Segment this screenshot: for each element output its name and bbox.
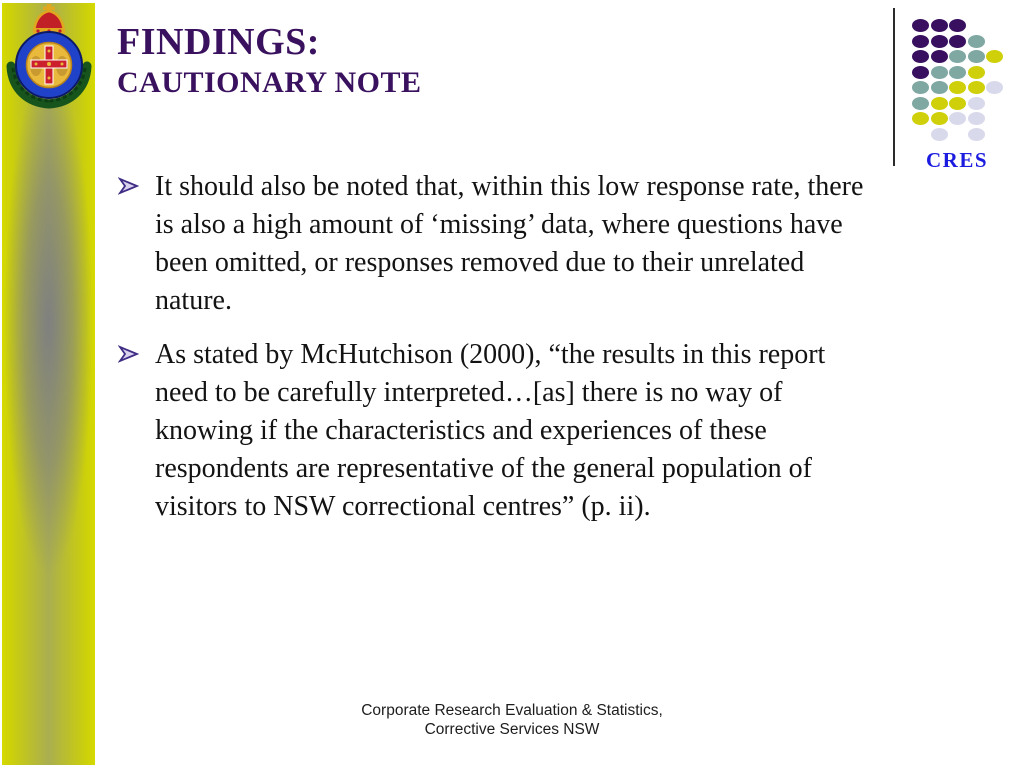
logo-dot: [949, 97, 966, 110]
dot-row: [912, 128, 1008, 144]
logo-dot: [931, 97, 948, 110]
logo-dot: [931, 50, 948, 63]
logo-dot: [968, 81, 985, 94]
bullet-item: [118, 336, 875, 526]
logo-dot: [968, 128, 985, 141]
dot-row: [912, 19, 1008, 35]
logo-dot: [949, 112, 966, 125]
logo-dot: [949, 50, 966, 63]
logo-dot: [912, 112, 929, 125]
logo-dot: [949, 66, 966, 79]
logo-dot: [912, 50, 929, 63]
logo-dot: [931, 66, 948, 79]
footer-line-2: Corrective Services NSW: [424, 721, 600, 738]
cres-dot-grid: [912, 19, 1008, 143]
logo-dot: [968, 35, 985, 48]
logo-dot: [968, 66, 985, 79]
logo-dot: [912, 19, 929, 32]
logo-dot: [968, 112, 985, 125]
logo-dot: [949, 35, 966, 48]
bullet-text: It should also be noted that, within this low response rate, there is also a high amount of ‘missing’ data, where questions have been omitted, or responses removed due to their unrelated nature.: [155, 171, 864, 316]
logo-dot: [986, 50, 1003, 63]
logo-dot: [931, 19, 948, 32]
arrowhead-bullet-icon: [118, 336, 155, 368]
slide-footer: [0, 701, 1024, 739]
dot-row: [912, 112, 1008, 128]
arrowhead-bullet-icon: [118, 168, 155, 200]
logo-dot: [968, 97, 985, 110]
slide-body: [118, 168, 875, 526]
bullet-text: As stated by McHutchison (2000), “the results in this report need to be carefully interpreted…[as] there is no way of knowing if the characteristics and experiences of these respondents are representative of the general population of visitors to NSW correctional centres” (p. ii).: [155, 339, 826, 522]
logo-dot: [986, 81, 1003, 94]
bullet-item: [118, 168, 875, 320]
dot-row: [912, 97, 1008, 113]
logo-dot: [912, 66, 929, 79]
logo-dot: [912, 97, 929, 110]
footer-line-1: Corporate Research Evaluation & Statistics,: [361, 702, 663, 719]
page-title: FINDINGS:: [117, 21, 320, 63]
logo-dot: [931, 128, 948, 141]
page-subtitle: CAUTIONARY NOTE: [117, 66, 422, 99]
dot-row: [912, 50, 1008, 66]
logo-dot: [949, 19, 966, 32]
sidebar-gradient-strip: [2, 3, 95, 765]
logo-dot: [949, 81, 966, 94]
logo-dot: [968, 50, 985, 63]
cres-logo-label: CRES: [925, 148, 989, 172]
dot-row: [912, 66, 1008, 82]
logo-dot: [931, 81, 948, 94]
dot-row: [912, 81, 1008, 97]
cres-logo-divider: [893, 8, 895, 166]
logo-dot: [912, 35, 929, 48]
logo-dot: [931, 35, 948, 48]
corrective-services-crest-icon: [5, 4, 93, 112]
logo-dot: [912, 81, 929, 94]
logo-dot: [931, 112, 948, 125]
dot-row: [912, 35, 1008, 51]
